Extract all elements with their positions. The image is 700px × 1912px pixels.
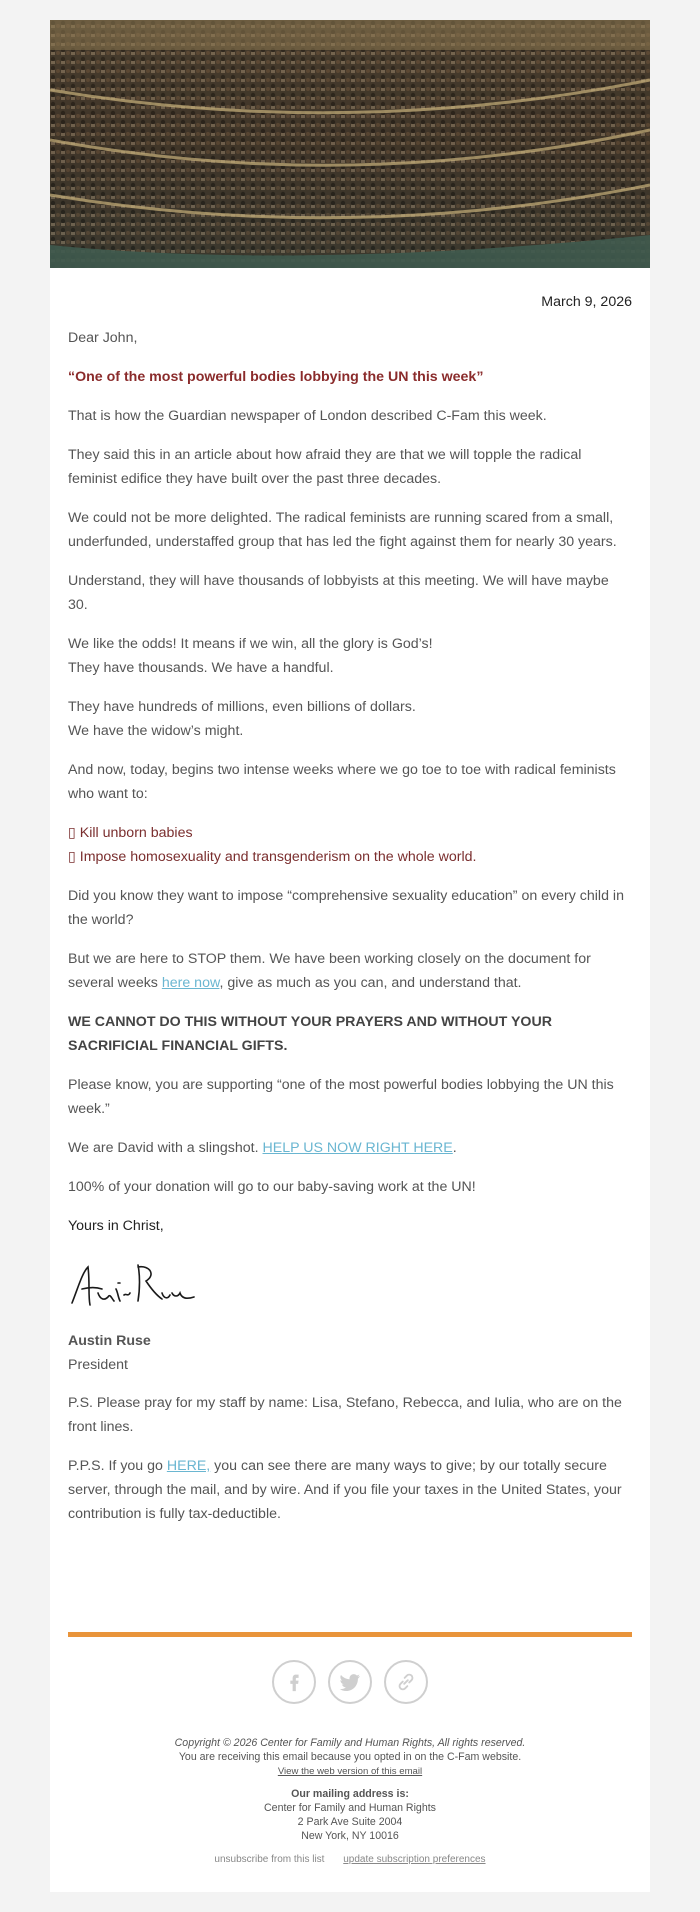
bullet-item-1: Kill unborn babies	[79, 825, 193, 841]
signature-image	[68, 1253, 198, 1315]
unsubscribe-link[interactable]: unsubscribe from this list	[214, 1854, 325, 1865]
paragraph-9	[68, 947, 632, 995]
bullet-marker-icon: ▯	[68, 849, 76, 865]
here-now-link[interactable]: here now	[161, 975, 220, 991]
paragraph-7: And now, today, begins two intense weeks where we go toe to toe with radical feminists who want to:	[68, 762, 616, 802]
paragraph-1: That is how the Guardian newspaper of London described C-Fam this week.	[68, 408, 547, 424]
address-line-3: New York, NY 10016	[301, 1830, 399, 1842]
closing: Yours in Christ,	[68, 1218, 164, 1234]
footer-divider	[68, 1632, 632, 1637]
address-line-1: Center for Family and Human Rights	[264, 1802, 436, 1814]
mailing-address-heading: Our mailing address is:	[291, 1788, 409, 1800]
paragraph-12-post: .	[452, 1140, 457, 1156]
letter-body	[50, 290, 650, 1526]
headline-quote: “One of the most powerful bodies lobbying the UN this week”	[68, 369, 484, 385]
facebook-icon[interactable]	[272, 1660, 316, 1704]
paragraph-3: We could not be more delighted. The radical feminists are running scared from a small, underfunded, understaffed group that has led the fight against them for nearly 30 years.	[68, 510, 617, 550]
social-links	[50, 1660, 650, 1704]
bullet-marker-icon: ▯	[68, 825, 76, 841]
link-icon[interactable]	[384, 1660, 428, 1704]
greeting: Dear John,	[68, 330, 138, 346]
paragraph-5	[68, 632, 632, 680]
paragraph-8: Did you know they want to impose “comprehensive sexuality education” on every child in the world?	[68, 888, 624, 928]
bullet-list	[68, 821, 632, 869]
paragraph-9-post: , give as much as you can, and understand that.	[219, 975, 522, 991]
paragraph-5-line-1: We like the odds! It means if we win, all the glory is God’s!	[68, 636, 433, 652]
email-container	[50, 20, 650, 1892]
paragraph-4: Understand, they will have thousands of lobbyists at this meeting. We will have maybe 30.	[68, 573, 609, 613]
paragraph-11: Please know, you are supporting “one of the most powerful bodies lobbying the UN this week.”	[68, 1077, 614, 1117]
paragraph-13: 100% of your donation will go to our baby-saving work at the UN!	[68, 1179, 476, 1195]
paragraph-6-line-1: They have hundreds of millions, even billions of dollars.	[68, 699, 416, 715]
address-line-2: 2 Park Ave Suite 2004	[297, 1816, 403, 1828]
here-link[interactable]: HERE,	[166, 1458, 211, 1474]
paragraph-12-pre: We are David with a slingshot.	[68, 1140, 263, 1156]
ps-2	[68, 1454, 632, 1526]
footer-links	[50, 1853, 650, 1867]
copyright-text: Copyright © 2026 Center for Family and Human Rights, All rights reserved.	[174, 1737, 526, 1749]
bullet-item-2: Impose homosexuality and transgenderism on the whole world.	[79, 849, 477, 865]
update-preferences-link[interactable]: update subscription preferences	[343, 1854, 486, 1865]
web-version-link[interactable]: View the web version of this email	[277, 1766, 423, 1777]
paragraph-9-pre: But we are here to STOP them. We have been working closely on the document for several weeks	[68, 951, 591, 991]
paragraph-6	[68, 695, 632, 743]
paragraph-5-line-2: They have thousands. We have a handful.	[68, 660, 334, 676]
help-us-link[interactable]: HELP US NOW RIGHT HERE	[262, 1140, 453, 1156]
sender-block	[68, 1329, 632, 1377]
ps-2-post: you can see there are many ways to give; by our totally secure server, through the mail, and by wire. And if you file your taxes in the United States, your contribution is fully tax-deductible.	[68, 1458, 622, 1522]
hero-image	[50, 20, 650, 268]
letter-date: March 9, 2026	[541, 294, 632, 310]
sender-title: President	[68, 1357, 128, 1373]
paragraph-2: They said this in an article about how afraid they are that we will topple the radical feminist edifice they have built over the past three decades.	[68, 447, 582, 487]
paragraph-12	[68, 1136, 632, 1160]
twitter-icon[interactable]	[328, 1660, 372, 1704]
paragraph-10: WE CANNOT DO THIS WITHOUT YOUR PRAYERS AND WITHOUT YOUR SACRIFICIAL FINANCIAL GIFTS.	[68, 1014, 552, 1054]
optin-reason: You are receiving this email because you opted in on the C-Fam website.	[178, 1751, 522, 1763]
sender-name: Austin Ruse	[68, 1333, 151, 1349]
ps-1: P.S. Please pray for my staff by name: Lisa, Stefano, Rebecca, and Iulia, who are on the front lines.	[68, 1395, 622, 1435]
paragraph-6-line-2: We have the widow’s might.	[68, 723, 244, 739]
footer	[50, 1736, 650, 1867]
ps-2-pre: P.P.S. If you go	[68, 1458, 167, 1474]
